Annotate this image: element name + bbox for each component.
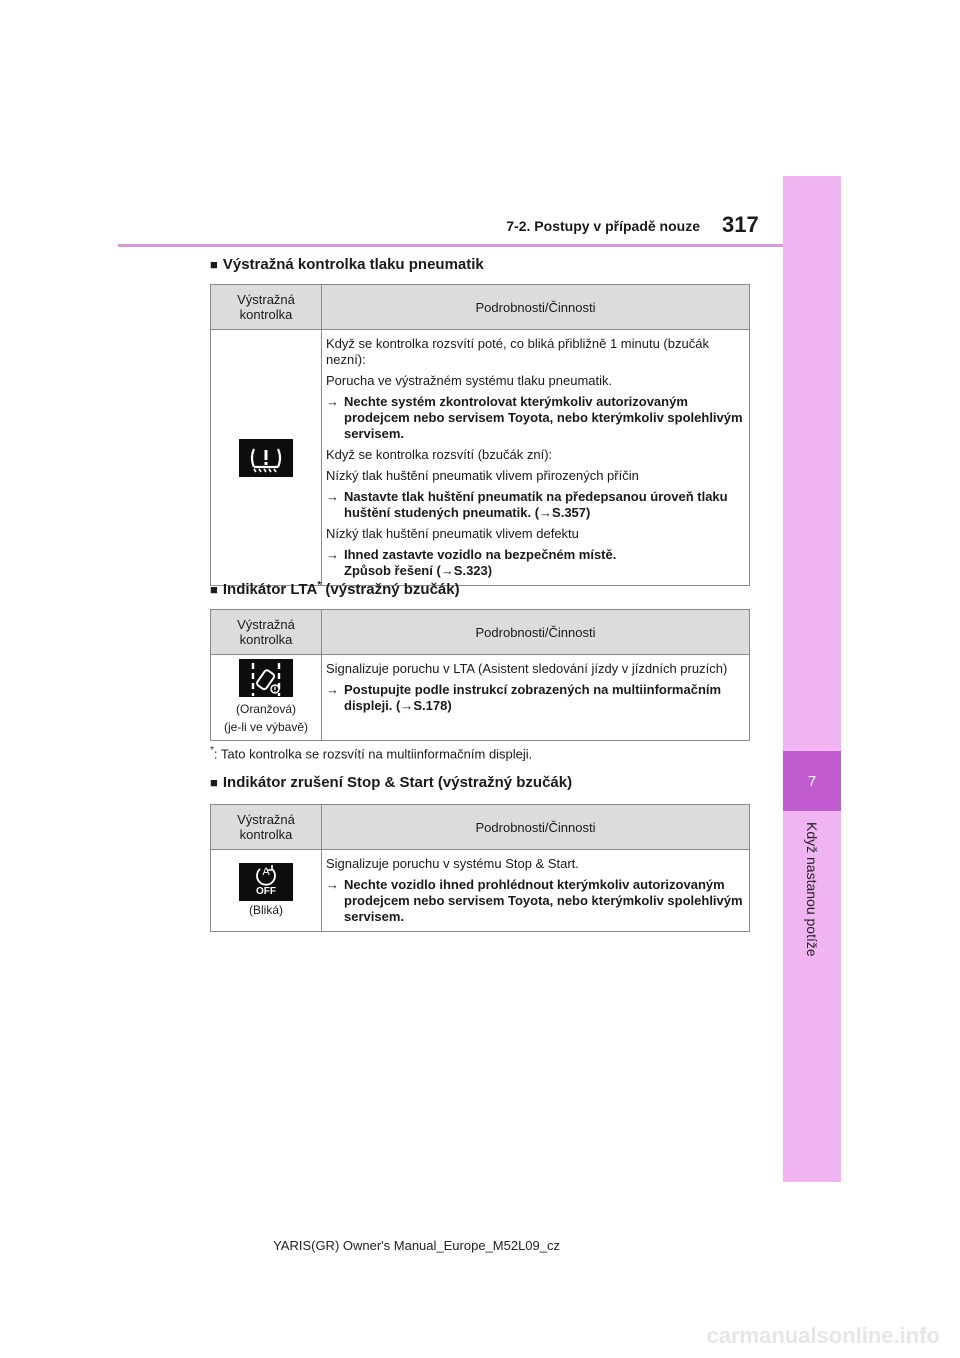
heading-bullet: ■ <box>210 257 218 272</box>
col-header-indicator: Výstražná kontrolka <box>211 285 322 330</box>
chapter-number-tab[interactable]: 7 <box>783 751 841 811</box>
lta-table <box>210 609 750 741</box>
arrow-icon: → <box>326 877 339 892</box>
heading-bullet: ■ <box>210 775 218 790</box>
condition-text: Když se kontrolka rozsvítí poté, co bliká přibližně 1 minutu (bzučák nezní): <box>326 336 709 367</box>
stop-start-off-icon <box>239 863 293 901</box>
action-text: Nechte systém zkontrolovat kterýmkoliv autorizovaným prodejcem nebo servisem Toyota, nebo kterýmkoliv spolehlivým servisem. <box>344 394 743 441</box>
condition-text: Signalizuje poruchu v LTA (Asistent sledování jízdy v jízdních pruzích) <box>326 661 728 676</box>
indicator-blink-note: (Bliká) <box>248 902 283 917</box>
action-text: Nastavte tlak huštění pneumatik na předepsanou úroveň tlaku huštění studených pneumatik. ( <box>344 489 728 520</box>
stop-start-table <box>210 804 750 932</box>
col-header-indicator: Výstražná kontrolka <box>211 805 322 850</box>
chapter-side-band <box>783 176 841 1182</box>
condition-text: Signalizuje poruchu v systému Stop & Start. <box>326 856 579 871</box>
condition-text: Když se kontrolka rozsvítí (bzučák zní): <box>326 447 553 462</box>
arrow-icon: → <box>326 682 339 697</box>
heading-text: Indikátor zrušení Stop & Start (výstražný bzučák) <box>222 774 573 791</box>
page-number: 317 <box>722 212 759 237</box>
icon-label: OFF <box>256 885 276 897</box>
footnote <box>210 745 532 761</box>
page-reference-link[interactable]: S.178) <box>413 698 452 713</box>
indicator-color-note: (Oranžová) <box>235 702 297 716</box>
action-item <box>326 547 743 579</box>
col-header-details: Podrobnosti/Činnosti <box>322 805 750 850</box>
page-reference-link[interactable]: S.357) <box>552 505 591 520</box>
indicator-cell <box>211 655 322 741</box>
action-item <box>326 877 743 925</box>
footer-manual-id: YARIS(GR) Owner's Manual_Europe_M52L09_cz <box>273 1238 560 1253</box>
action-text: Postupujte podle instrukcí zobrazených na multiinformačním displeji. ( <box>344 682 722 713</box>
heading-suffix: (výstražný bzučák) <box>321 581 460 598</box>
tire-pressure-table <box>210 284 750 586</box>
col-header-indicator: Výstražná kontrolka <box>211 610 322 655</box>
section-title: 7-2. Postupy v případě nouze <box>506 218 700 234</box>
footnote-mark: * <box>317 580 322 591</box>
arrow-icon: → <box>326 547 339 562</box>
watermark-logo: carmanualsonline.info <box>706 1323 940 1348</box>
indicator-cell <box>211 330 322 586</box>
action-text: Nechte vozidlo ihned prohlédnout kterýmkoliv autorizovaným prodejcem nebo servisem Toyota, nebo kterýmkoliv spolehlivým servisem. <box>344 877 743 924</box>
details-cell <box>322 655 750 741</box>
heading-stop-start <box>210 774 572 791</box>
arrow-icon: → <box>440 563 454 578</box>
arrow-icon: → <box>326 489 339 504</box>
cause-text: Nízký tlak huštění pneumatik vlivem přirozených příčin <box>326 468 639 483</box>
icon-letter: A <box>262 865 270 878</box>
tire-pressure-warning-icon <box>239 439 293 477</box>
arrow-icon: → <box>326 394 339 409</box>
heading-text: Indikátor LTA <box>222 581 318 598</box>
action-item <box>326 489 743 521</box>
details-cell <box>322 330 750 586</box>
footnote-text: : Tato kontrolka se rozsvítí na multiinformačním displeji. <box>213 746 533 762</box>
chapter-title-vertical: Když nastanou potíže <box>804 822 820 957</box>
heading-bullet: ■ <box>210 582 218 597</box>
details-cell <box>322 850 750 932</box>
heading-tire-pressure <box>210 256 484 273</box>
footnote-mark: * <box>210 745 214 756</box>
cause-text: Nízký tlak huštění pneumatik vlivem defektu <box>326 526 579 541</box>
col-header-details: Podrobnosti/Činnosti <box>322 610 750 655</box>
action-item <box>326 394 743 442</box>
indicator-cell <box>211 850 322 932</box>
heading-lta <box>210 580 460 598</box>
cause-text: Porucha ve výstražném systému tlaku pneumatik. <box>326 373 613 388</box>
lta-lane-assist-icon <box>239 659 293 697</box>
action-item <box>326 682 743 714</box>
indicator-equipment-note: (je-li ve výbavě) <box>223 720 309 734</box>
heading-text: Výstražná kontrolka tlaku pneumatik <box>222 256 484 273</box>
header-divider <box>118 244 783 247</box>
arrow-icon: → <box>539 505 553 520</box>
action-text: Způsob řešení ( <box>344 563 441 578</box>
arrow-icon: → <box>400 698 414 713</box>
page-reference-link[interactable]: S.323) <box>453 563 493 578</box>
action-text: Ihned zastavte vozidlo na bezpečném místě. <box>344 547 617 562</box>
col-header-details: Podrobnosti/Činnosti <box>322 285 750 330</box>
